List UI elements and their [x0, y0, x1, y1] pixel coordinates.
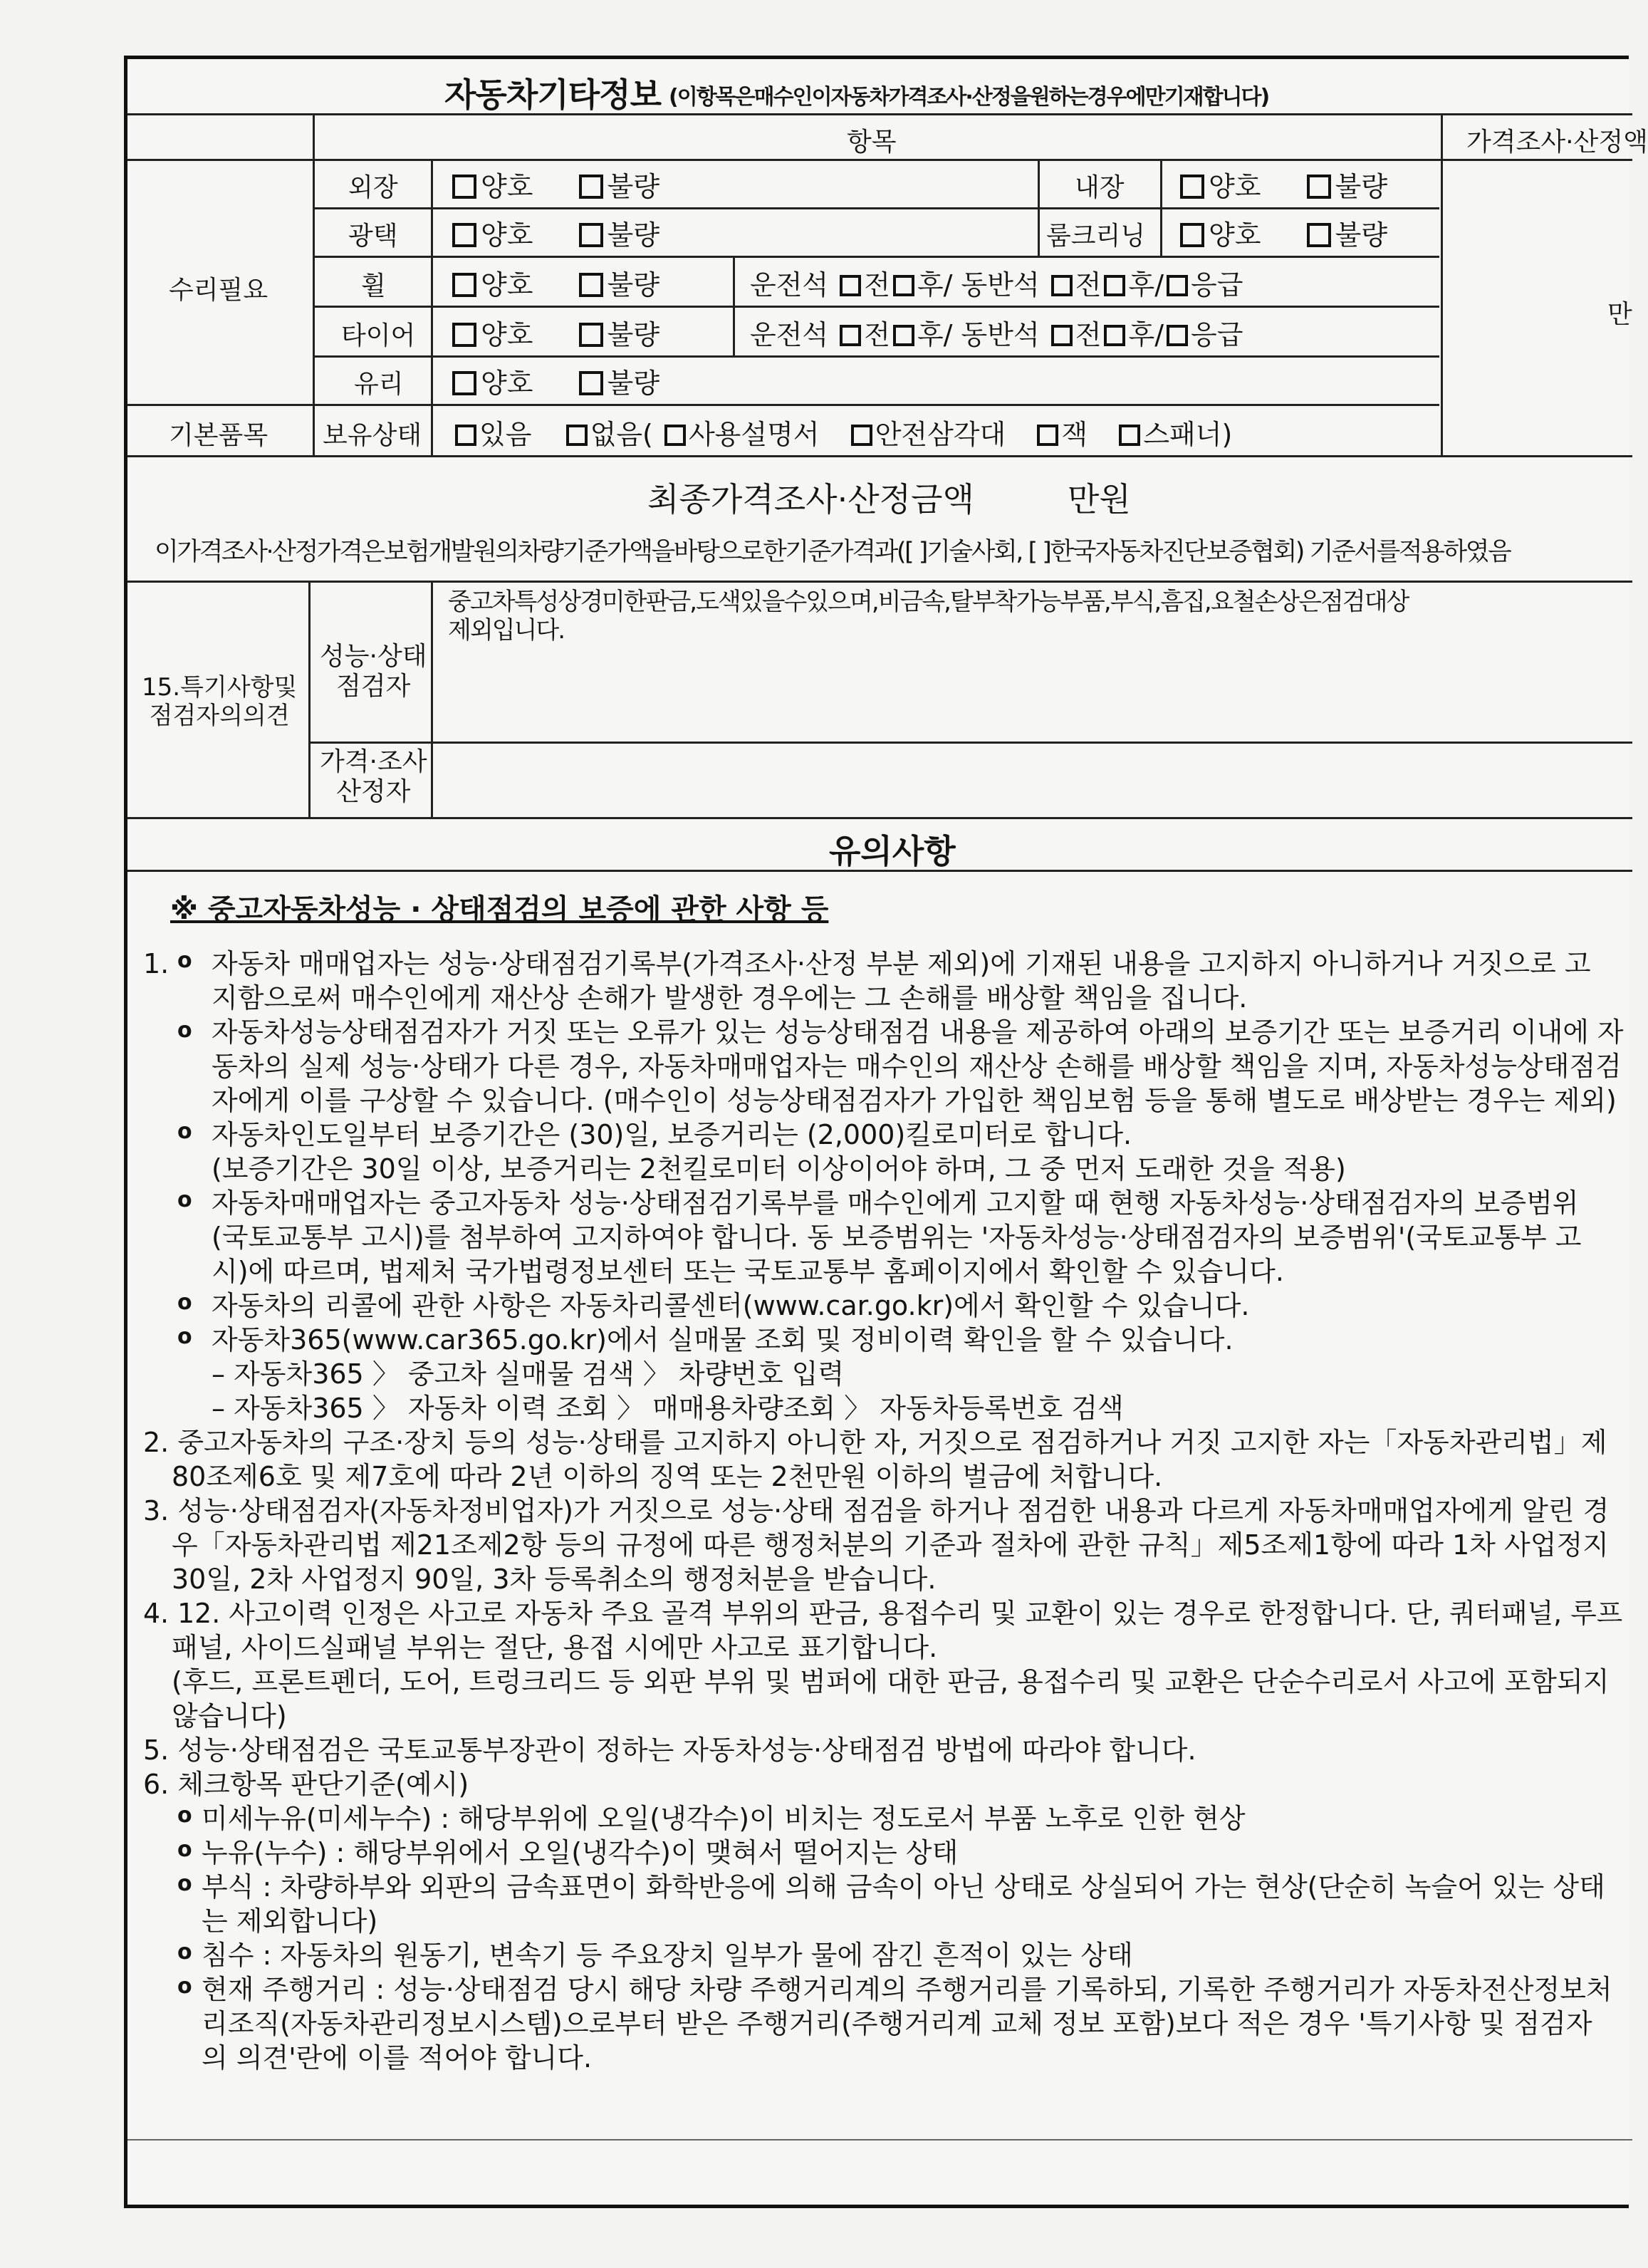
note-line: 자동차 매매업자는 성능·상태점검기록부(가격조사·산정 부분 제외)에 기재된 내용을 고지하지 아니하거나 거짓으로 고	[212, 948, 1591, 979]
exterior-options: 양호 불량	[452, 165, 659, 204]
note-line: – 자동차365 〉 자동차 이력 조회 〉 매매용차량조회 〉 자동차등록번호 검색	[212, 1393, 1124, 1424]
note-line: 5. 성능·상태점검은 국토교통부장관이 정하는 자동차성능·상태점검 방법에 따라야 합니다.	[143, 1734, 1196, 1766]
tire-emergency-checkbox[interactable]	[1167, 325, 1188, 346]
note-line: 자동차의 리콜에 관한 사항은 자동차리콜센터(www.car.go.kr)에서 확인할 수 있습니다.	[212, 1290, 1250, 1321]
note-line: 않습니다)	[172, 1700, 287, 1732]
bullet: o	[177, 1974, 192, 1999]
note-line: 자동차성능상태점검자가 거짓 또는 오류가 있는 성능상태점검 내용을 제공하여 아래의 보증기간 또는 보증거리 이내에 자	[212, 1016, 1624, 1048]
wheel-passenger-rear-checkbox[interactable]	[1104, 275, 1125, 296]
note-line: 4. 12. 사고이력 인정은 사고로 자동차 주요 골격 부위의 판금, 용접수리 및 교환이 있는 경우로 한정합니다. 단, 쿼터패널, 루프	[143, 1598, 1623, 1629]
note-line: 자동차매매업자는 중고자동차 성능·상태점검기록부를 매수인에게 고지할 때 현행 자동차성능·상태점검자의 보증범위	[212, 1187, 1579, 1219]
note-line: – 자동차365 〉 중고차 실매물 검색 〉 차량번호 입력	[212, 1358, 845, 1390]
wheel-bad-checkbox[interactable]	[579, 273, 603, 297]
tire-driver-rear-checkbox[interactable]	[893, 325, 914, 346]
note-line: 지함으로써 매수인에게 재산상 손해가 발생한 경우에는 그 손해를 배상할 책임을 집니다.	[212, 982, 1248, 1014]
manual-checkbox[interactable]	[664, 425, 686, 446]
note-line: 우「자동차관리법 제21조제2항 등의 규정에 따른 행정처분의 기준과 절차에 관한 규칙」제5조제1항에 따라 1차 사업정지	[172, 1529, 1609, 1561]
tire-options: 양호 불량	[452, 313, 659, 352]
tire-passenger-rear-checkbox[interactable]	[1104, 325, 1125, 346]
note-line: 80조제6호 및 제7호에 따라 2년 이하의 징역 또는 2천만원 이하의 벌금에 처합니다.	[172, 1461, 1163, 1492]
final-price-unit: 만원	[1068, 480, 1131, 519]
row-label-exterior: 외장	[348, 173, 398, 202]
price-amount-unit: 만	[1607, 300, 1632, 329]
row-label-interior: 내장	[1075, 173, 1125, 202]
row-label-wheel: 휠	[361, 271, 386, 301]
row-label-tire: 타이어	[341, 321, 416, 350]
bullet: o	[177, 1187, 192, 1212]
tire-good-checkbox[interactable]	[452, 323, 476, 347]
note-line: 자에게 이를 구상할 수 있습니다. (매수인이 성능상태점검자가 가입한 책임보험 등을 통해 별도로 배상받는 경우는 제외)	[212, 1085, 1617, 1116]
tire-passenger-front-checkbox[interactable]	[1051, 325, 1073, 346]
wheel-passenger-front-checkbox[interactable]	[1051, 275, 1073, 296]
price-assessor-label: 가격·조사 산정자	[320, 747, 427, 806]
interior-good-checkbox[interactable]	[1180, 175, 1204, 199]
inspector-label: 성능·상태 점검자	[320, 642, 427, 701]
basic-items-label: 기본품목	[169, 421, 268, 450]
triangle-checkbox[interactable]	[851, 425, 872, 446]
exterior-bad-checkbox[interactable]	[579, 175, 603, 199]
note-line: (국토교통부 고시)를 첨부하여 고지하여야 합니다. 동 보증범위는 '자동차성능·상태점검자의 보증범위'(국토교통부 고	[212, 1222, 1582, 1253]
glass-options: 양호 불량	[452, 361, 659, 400]
room-cleaning-good-checkbox[interactable]	[1180, 223, 1204, 247]
wheel-driver-front-checkbox[interactable]	[840, 275, 861, 296]
basic-items-options: 있음 없음( 사용설명서 안전삼각대 잭 스패너)	[452, 412, 1232, 452]
note-line: 리조직(자동차관리정보시스템)으로부터 받은 주행거리(주행거리계 교체 정보 포함)보다 적은 경우 '특기사항 및 점검자	[202, 2008, 1592, 2039]
note-line: 2. 중고자동차의 구조·장치 등의 성능·상태를 고지하지 아니한 자, 거짓으로 점검하거나 거짓 고지한 자는「자동차관리법」제	[143, 1427, 1607, 1458]
exterior-good-checkbox[interactable]	[452, 175, 476, 199]
note-number: 1.	[143, 948, 170, 979]
wheel-good-checkbox[interactable]	[452, 273, 476, 297]
bullet: o	[177, 1871, 192, 1896]
section-title: 자동차기타정보	[444, 76, 662, 114]
gloss-bad-checkbox[interactable]	[579, 223, 603, 247]
jack-checkbox[interactable]	[1037, 425, 1058, 446]
wheel-seat-options: 운전석 전 후/ 동반석 전 후/ 응급	[750, 269, 1243, 301]
bullet: o	[177, 1324, 192, 1349]
note-line: (후드, 프론트펜더, 도어, 트렁크리드 등 외판 부위 및 범퍼에 대한 판금, 용접수리 및 교환은 단순수리로서 사고에 포함되지	[172, 1666, 1610, 1697]
note-line: 누유(누수) : 해당부위에서 오일(냉각수)이 맺혀서 떨어지는 상태	[202, 1837, 959, 1868]
note-line: 자동차365(www.car365.go.kr)에서 실매물 조회 및 정비이력 확인을 할 수 있습니다.	[212, 1324, 1234, 1356]
tire-bad-checkbox[interactable]	[579, 323, 603, 347]
bullet: o	[177, 1018, 192, 1043]
bullet: o	[177, 1803, 192, 1828]
row-label-glass: 유리	[354, 370, 404, 399]
wheel-emergency-checkbox[interactable]	[1167, 275, 1188, 296]
note-line: 동차의 실제 성능·상태가 다른 경우, 자동차매매업자는 매수인의 재산상 손해를 배상할 책임을 지며, 자동차성능상태점검	[212, 1051, 1622, 1082]
section-subtitle: (이항목은매수인이자동차가격조사·산정을원하는경우에만기재합니다)	[669, 85, 1269, 110]
gloss-options: 양호 불량	[452, 213, 659, 252]
gloss-good-checkbox[interactable]	[452, 223, 476, 247]
note-line: 미세누유(미세누수) : 해당부위에 오일(냉각수)이 비치는 정도로서 부품 노후로 인한 현상	[202, 1803, 1246, 1834]
notes-subtitle: ※ 중고자동차성능 · 상태점검의 보증에 관한 사항 등	[170, 893, 829, 926]
header-item: 항목	[847, 128, 897, 157]
status-label: 보유상태	[323, 421, 422, 450]
inspector-opinion: 중고차특성상경미한판금,도색있을수있으며,비금속,탈부착가능부품,부식,흠집,요철손상은점검대상 제외입니다.	[448, 588, 1409, 645]
room-cleaning-options: 양호 불량	[1180, 213, 1387, 252]
bullet: o	[177, 1119, 192, 1144]
note-line: 자동차인도일부터 보증기간은 (30)일, 보증거리는 (2,000)킬로미터로 합니다.	[212, 1119, 1132, 1150]
none-checkbox[interactable]	[566, 425, 588, 446]
tire-seat-options: 운전석 전 후/ 동반석 전 후/ 응급	[750, 319, 1243, 350]
note-line: 침수 : 자동차의 원동기, 변속기 등 주요장치 일부가 물에 잠긴 흔적이 있는 상태	[202, 1940, 1133, 1971]
note-line: 3. 성능·상태점검자(자동차정비업자)가 거짓으로 성능·상태 점검을 하거나 점검한 내용과 다르게 자동차매매업자에게 알린 경	[143, 1495, 1610, 1526]
wheel-driver-rear-checkbox[interactable]	[893, 275, 914, 296]
note-line: 현재 주행거리 : 성능·상태점검 당시 해당 차량 주행거리계의 주행거리를 기록하되, 기록한 주행거리가 자동차전산정보처	[202, 1974, 1612, 2005]
note-line: 30일, 2차 사업정지 90일, 3차 등록취소의 행정처분을 받습니다.	[172, 1564, 937, 1595]
row-label-gloss: 광택	[348, 222, 398, 251]
tire-driver-front-checkbox[interactable]	[840, 325, 861, 346]
final-price-label: 최종가격조사·산정금액	[647, 480, 974, 519]
interior-bad-checkbox[interactable]	[1307, 175, 1331, 199]
header-price: 가격조사·산정액	[1466, 128, 1648, 157]
note-line: 시)에 따르며, 법제처 국가법령정보센터 또는 국토교통부 홈페이지에서 확인할 수 있습니다.	[212, 1256, 1284, 1287]
note-line: 의 의견'란에 이를 적어야 합니다.	[202, 2042, 593, 2074]
note-line: (보증기간은 30일 이상, 보증거리는 2천킬로미터 이상이어야 하며, 그 중 먼저 도래한 것을 적용)	[212, 1153, 1346, 1185]
note-line: 패널, 사이드실패널 부위는 절단, 용접 시에만 사고로 표기합니다.	[172, 1632, 938, 1663]
bullet: o	[177, 948, 192, 973]
bullet: o	[177, 1290, 192, 1315]
have-checkbox[interactable]	[455, 425, 476, 446]
note-line: 는 제외합니다)	[202, 1905, 378, 1937]
price-basis-text: 이가격조사·산정가격은보험개발원의차량기준가액을바탕으로한기준가격과([ ]기술사회, [ ]한국자동차진단보증협회) 기준서를적용하였음	[155, 538, 1511, 566]
note-line: 6. 체크항목 판단기준(예시)	[143, 1769, 469, 1800]
glass-bad-checkbox[interactable]	[579, 371, 603, 395]
note-line: 부식 : 차량하부와 외판의 금속표면이 화학반응에 의해 금속이 아닌 상태로 상실되어 가는 현상(단순히 녹슬어 있는 상태	[202, 1871, 1605, 1903]
glass-good-checkbox[interactable]	[452, 371, 476, 395]
interior-options: 양호 불량	[1180, 165, 1387, 204]
remarks-label: 15.특기사항및 점검자의의견	[142, 673, 298, 730]
notes-title: 유의사항	[829, 832, 956, 870]
repair-needed-label: 수리필요	[169, 276, 268, 305]
spanner-checkbox[interactable]	[1119, 425, 1140, 446]
wheel-options: 양호 불량	[452, 263, 659, 302]
row-label-room-cleaning: 룸크리닝	[1046, 222, 1146, 251]
inspection-form-page	[124, 56, 1648, 2208]
bullet: o	[177, 1940, 192, 1965]
bullet: o	[177, 1837, 192, 1862]
room-cleaning-bad-checkbox[interactable]	[1307, 223, 1331, 247]
